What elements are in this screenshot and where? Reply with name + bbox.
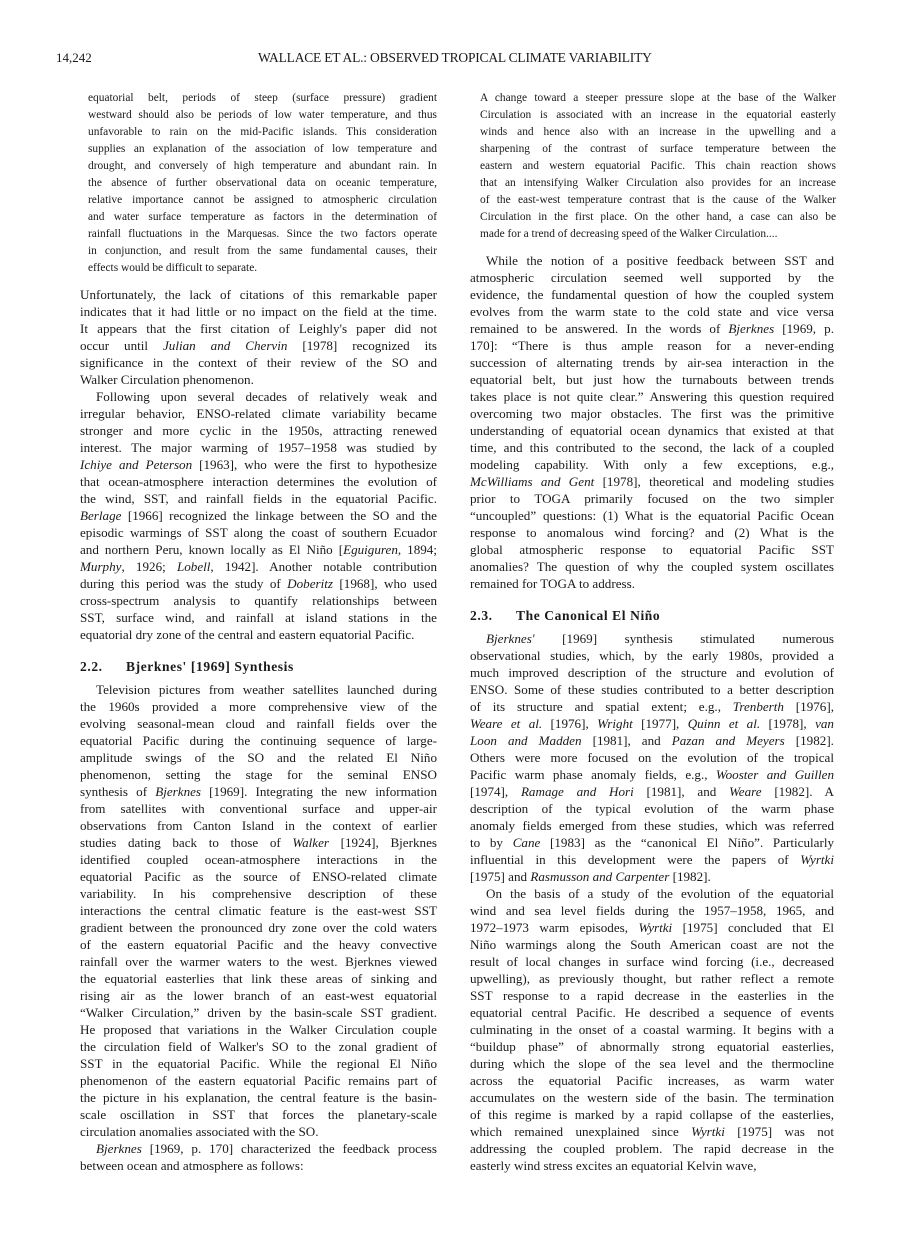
text-line: eastern and western equatorial Pacific. This chain reaction shows bbox=[480, 160, 836, 172]
citation-author: Weare bbox=[729, 784, 762, 799]
text-line: Walker Circulation phenomenon. bbox=[80, 372, 254, 387]
text-line: 1972–1973 warm episodes, Wyrtki [1975] concluded that El bbox=[470, 920, 834, 935]
paragraph-1950s bbox=[80, 388, 437, 643]
text-line: easterly wind stress excites an equatorial Kelvin wave, bbox=[470, 1158, 757, 1173]
text-line: stronger and more cyclic in the 1950s, attracting renewed bbox=[80, 423, 437, 438]
citation-author: Wyrtki bbox=[691, 1124, 725, 1139]
text-line: equatorial Pacific during the continuing sequence of large- bbox=[80, 733, 437, 748]
left-column bbox=[80, 90, 437, 1174]
text-line: “buildup phase” of abnormally strong equatorial easterlies, bbox=[470, 1039, 834, 1054]
citation-author: Pazan and Meyers bbox=[671, 733, 785, 748]
text-line: and northern Peru, known locally as El Niño [Eguiguren, 1894; bbox=[80, 542, 437, 557]
text-line: which remained unexplained since Wyrtki [1975] was not bbox=[470, 1124, 834, 1139]
text-line: phenomenon, setting the stage for the seminal ENSO bbox=[80, 767, 437, 782]
text-line: scale oscillation in SST that forces the planetary-scale bbox=[80, 1107, 437, 1122]
citation-author: Bjerknes' bbox=[486, 631, 535, 646]
text-line: evolving seasonal-mean cloud and rainfall fields over the bbox=[80, 716, 437, 731]
text-line: the 1960s provided a more comprehensive view of the bbox=[80, 699, 437, 714]
citation-author: Murphy bbox=[80, 559, 122, 574]
text-line: SST in the equatorial Pacific. While the regional El Niño bbox=[80, 1056, 437, 1071]
text-line: Bjerknes [1969, p. 170] characterized the feedback process bbox=[96, 1141, 437, 1156]
text-line: On the basis of a study of the evolution of the equatorial bbox=[486, 886, 834, 901]
text-line: across the equatorial Pacific increases, as warm water bbox=[470, 1073, 834, 1088]
text-line: circulation anomalies associated with the SO. bbox=[80, 1124, 319, 1139]
section-number: 2.3. bbox=[470, 608, 493, 623]
text-line: global atmospheric response to equatorial Pacific SST bbox=[470, 542, 834, 557]
text-line: equatorial central Pacific. He described a sequence of events bbox=[470, 1005, 834, 1020]
text-line: SST response to a rapid decrease in the easterlies in the bbox=[470, 988, 834, 1003]
text-line: Following upon several decades of relatively weak and bbox=[96, 389, 437, 404]
text-line: episodic warmings of SST along the coast of southern Ecuador bbox=[80, 525, 437, 540]
paragraph-positive-feedback bbox=[470, 252, 834, 592]
text-line: variability. In his comprehensive description of these bbox=[80, 886, 437, 901]
text-line: Television pictures from weather satellites launched during bbox=[96, 682, 437, 697]
text-line: Loon and Madden [1981], and Pazan and Meyers [1982]. bbox=[470, 733, 834, 748]
text-line: accumulates on the western side of the basin. The termination bbox=[470, 1090, 834, 1105]
text-line: result of local changes in surface wind forcing (i.e., decreased bbox=[470, 954, 834, 969]
text-line: influential in this development were the papers of Wyrtki bbox=[470, 852, 834, 867]
text-line: unfavorable to rain on the mid-Pacific islands. This consideration bbox=[88, 126, 437, 138]
text-line: anomaly fields emerged from these studies, which was referred bbox=[470, 818, 834, 833]
text-line: culminating in the onset of a coastal warming. It begins with a bbox=[470, 1022, 834, 1037]
text-line: SST, surface wind, and rainfall at island stations in the bbox=[80, 610, 437, 625]
text-line: equatorial Pacific as the source of ENSO-related climate bbox=[80, 869, 437, 884]
text-line: overcoming two major obstacles. The first was the primitive bbox=[470, 406, 834, 421]
text-line: made for a trend of decreasing speed of the Walker Circulation.... bbox=[480, 228, 778, 240]
text-line: supplies an explanation of the association of low temperature and bbox=[88, 143, 437, 155]
citation-author: Wright bbox=[597, 716, 633, 731]
citation-author: Doberitz bbox=[287, 576, 333, 591]
text-line: Pacific warm phase anomaly fields, e.g., Wooster and Guillen bbox=[470, 767, 835, 782]
text-line: occur until Julian and Chervin [1978] recognized its bbox=[80, 338, 437, 353]
text-line: during this period was the study of Doberitz [1968], who used bbox=[80, 576, 438, 591]
text-line: phenomenon of the eastern equatorial Pacific remains part of bbox=[80, 1073, 437, 1088]
paragraph-satellites bbox=[80, 681, 437, 1140]
block-quote-leighly bbox=[88, 90, 437, 277]
text-line: It appears that the first citation of Leighly's paper did not bbox=[80, 321, 437, 336]
citation-author: Wyrtki bbox=[800, 852, 834, 867]
citation-author: Berlage bbox=[80, 508, 122, 523]
text-line: equatorial dry zone of the central and eastern equatorial Pacific. bbox=[80, 627, 415, 642]
section-title: Bjerknes' [1969] Synthesis bbox=[126, 659, 294, 674]
citation-author: Bjerknes bbox=[728, 321, 775, 336]
citation-author: Wooster and Guillen bbox=[715, 767, 835, 782]
citation-author: Eguiguren bbox=[343, 542, 398, 557]
citation-author: Julian and Chervin bbox=[162, 338, 288, 353]
text-line: takes place is not quite clear.” Answering this question required bbox=[470, 389, 834, 404]
text-line: [1975] and Rasmusson and Carpenter [1982]. bbox=[470, 869, 711, 884]
section-heading-2-2 bbox=[80, 657, 437, 677]
text-line: interest. The major warming of 1957–1958 was studied by bbox=[80, 440, 437, 455]
text-line: “Walker Circulation,” driven by the basin-scale SST gradient. bbox=[80, 1005, 437, 1020]
text-line: the wind, SST, and rainfall fields in the equatorial Pacific. bbox=[80, 491, 437, 506]
text-line: rising air as the lower branch of an east-west equatorial bbox=[80, 988, 437, 1003]
text-line: description of the typical evolution of the warm phase bbox=[470, 801, 834, 816]
text-line: the circulation field of Walker's SO to the zonal gradient of bbox=[80, 1039, 437, 1054]
text-line: equatorial belt, but just how the turnabouts between trends bbox=[470, 372, 834, 387]
text-line: the picture in his explanation, the central feature is the basin- bbox=[80, 1090, 437, 1105]
text-line: that ocean-atmosphere interaction determines the evolution of bbox=[80, 474, 437, 489]
text-line: the absence of further observational data on oceanic temperature, bbox=[88, 177, 437, 189]
section-number: 2.2. bbox=[80, 659, 103, 674]
text-line: rainfall over the warmer waters to the west. Bjerknes viewed bbox=[80, 954, 437, 969]
citation-author: Bjerknes bbox=[96, 1141, 142, 1156]
citation-author: Quinn et al. bbox=[687, 716, 761, 731]
text-line: the equatorial easterlies that link these areas of sinking and bbox=[80, 971, 437, 986]
text-line: indicates that it had little or no impact on the field at the time. bbox=[80, 304, 437, 319]
text-line: equatorial belt, periods of steep (surface pressure) gradient bbox=[88, 92, 437, 104]
citation-author: Ramage and Hori bbox=[520, 784, 634, 799]
block-quote-bjerknes bbox=[480, 90, 836, 243]
text-line: irregular behavior, ENSO-related climate variability became bbox=[80, 406, 437, 421]
text-line: and water surface temperature as factors in the determination of bbox=[88, 211, 437, 223]
citation-author: McWilliams and Gent bbox=[470, 474, 595, 489]
text-line: between ocean and atmosphere as follows: bbox=[80, 1158, 304, 1173]
text-line: Bjerknes' [1969] synthesis stimulated numerous bbox=[486, 631, 834, 646]
text-line: cross-spectrum analysis to quantify relationships between bbox=[80, 593, 437, 608]
text-line: ENSO. Some of these studies contributed to a better description bbox=[470, 682, 834, 697]
text-line: Others were more focused on the evolution of the tropical bbox=[470, 750, 834, 765]
paragraph-observational-studies bbox=[470, 630, 834, 885]
text-line: anomalies? The question of why the coupled system oscillates bbox=[470, 559, 834, 574]
citation-author: Ichiye and Peterson bbox=[80, 457, 193, 472]
text-line: succession of alternating trends by air-sea interaction in the bbox=[470, 355, 834, 370]
text-line: observations from Canton Island in the context of earlier bbox=[80, 818, 437, 833]
citation-author: Rasmusson and Carpenter bbox=[530, 869, 670, 884]
text-line: “uncoupled” questions: (1) What is the equatorial Pacific Ocean bbox=[470, 508, 834, 523]
text-line: A change toward a steeper pressure slope at the base of the Walker bbox=[480, 92, 836, 104]
text-line: observational studies, which, by the early 1980s, provided a bbox=[470, 648, 834, 663]
text-line: in conjunction, and result from the same fundamental causes, their bbox=[88, 245, 437, 257]
citation-author: Loon and Madden bbox=[470, 733, 582, 748]
text-line: wind and sea level fields during the 1957–1958, 1965, and bbox=[470, 903, 834, 918]
paragraph-feedback-intro bbox=[80, 1140, 437, 1174]
section-title: The Canonical El Niño bbox=[516, 608, 661, 623]
text-line: significance in the context of their review of the SO and bbox=[80, 355, 437, 370]
text-line: during which the slope of the sea level and the thermocline bbox=[470, 1056, 834, 1071]
text-line: He proposed that variations in the Walker Circulation couple bbox=[80, 1022, 437, 1037]
citation-author: Bjerknes bbox=[155, 784, 202, 799]
citation-author: Lobell bbox=[176, 559, 211, 574]
text-line: While the notion of a positive feedback between SST and bbox=[486, 253, 834, 268]
text-line: studies dating back to those of Walker [1924], Bjerknes bbox=[80, 835, 437, 850]
paragraph-wyrtki bbox=[470, 885, 834, 1174]
text-line: Circulation is associated with an increase in the equatorial easterly bbox=[480, 109, 836, 121]
text-line: Berlage [1966] recognized the linkage between the SO and the bbox=[80, 508, 437, 523]
citation-author: Wyrtki bbox=[638, 920, 673, 935]
text-line: that an intensifying Walker Circulation also provides for an increase bbox=[480, 177, 836, 189]
section-heading-2-3 bbox=[470, 606, 834, 626]
text-line: Murphy, 1926; Lobell, 1942]. Another notable contribution bbox=[80, 559, 437, 574]
text-line: effects would be difficult to separate. bbox=[88, 262, 258, 274]
text-line: to by Cane [1983] as the “canonical El Niño”. Particularly bbox=[470, 835, 834, 850]
text-line: relative importance cannot be assigned to atmospheric circulation bbox=[88, 194, 437, 206]
text-line: McWilliams and Gent [1978], theoretical and modeling studies bbox=[470, 474, 834, 489]
page-number: 14,242 bbox=[56, 50, 92, 65]
text-line: of the east-west temperature contrast that is the cause of the Walker bbox=[480, 194, 836, 206]
text-line: remained to be answered. In the words of Bjerknes [1969, p. bbox=[470, 321, 834, 336]
text-line: from satellites with conventional surface and upper-air bbox=[80, 801, 437, 816]
text-line: sharpening of the contrast of surface temperature between the bbox=[480, 143, 836, 155]
text-line: rainfall fluctuations in the Marquesas. Since the two factors operate bbox=[88, 228, 437, 240]
text-line: addressing the coupled problem. The rapid decrease in the bbox=[470, 1141, 834, 1156]
text-line: response to anomalous wind forcing? and (2) What is the bbox=[470, 525, 834, 540]
text-line: of the eastern equatorial Pacific and the heavy convective bbox=[80, 937, 437, 952]
text-line: evolves from the warm state to the cold state and vice versa bbox=[470, 304, 834, 319]
right-column bbox=[470, 90, 834, 1174]
text-line: Ichiye and Peterson [1963], who were the first to hypothesize bbox=[80, 457, 437, 472]
text-line: Circulation in the first place. On the other hand, a case can also be bbox=[480, 211, 836, 223]
citation-author: Trenberth bbox=[732, 699, 784, 714]
paragraph-citations bbox=[80, 286, 437, 388]
text-line: winds and hence also with an increase in the upwelling and a bbox=[480, 126, 836, 138]
text-line: much improved description of the structure and evolution of bbox=[470, 665, 834, 680]
text-line: interactions the central climatic feature is the east-west SST bbox=[80, 903, 437, 918]
text-line: of this regime is marked by a rapid collapse of the easterlies, bbox=[470, 1107, 834, 1122]
text-line: [1974], Ramage and Hori [1981], and Weare [1982]. A bbox=[470, 784, 834, 799]
text-line: Niño warmings along the South American coast are not the bbox=[470, 937, 834, 952]
text-line: remained for TOGA to address. bbox=[470, 576, 635, 591]
text-line: synthesis of Bjerknes [1969]. Integrating the new information bbox=[80, 784, 438, 799]
citation-author: Cane bbox=[512, 835, 541, 850]
text-line: gradient between the pronounced dry zone over the cold waters bbox=[80, 920, 437, 935]
text-line: westward should also be periods of low water temperature, and thus bbox=[88, 109, 437, 121]
text-line: drought, and conversely of high temperature and abundant rain. In bbox=[88, 160, 437, 172]
citation-author: Weare et al. bbox=[470, 716, 543, 731]
citation-author: Walker bbox=[292, 835, 329, 850]
running-title: WALLACE ET AL.: OBSERVED TROPICAL CLIMATE VARIABILITY bbox=[258, 50, 652, 65]
text-line: of its structure and spatial extent; e.g., Trenberth [1976], bbox=[470, 699, 834, 714]
text-line: time, and this contributed to the second, the lack of a coupled bbox=[470, 440, 834, 455]
text-line: upwelling), as previously thought, but rather reflect a remote bbox=[470, 971, 834, 986]
text-line: atmospheric circulation seemed well supported by the bbox=[470, 270, 834, 285]
text-line: Unfortunately, the lack of citations of this remarkable paper bbox=[80, 287, 437, 302]
text-line: prior to TOGA primarily focused on the two simpler bbox=[470, 491, 834, 506]
text-line: 170]: “There is thus ample reason for a never-ending bbox=[470, 338, 834, 353]
text-line: identified coupled ocean-atmosphere interactions in the bbox=[80, 852, 437, 867]
page-header bbox=[56, 50, 899, 70]
text-line: Weare et al. [1976], Wright [1977], Quinn et al. [1978], van bbox=[470, 716, 834, 731]
text-line: modeling capability. With only a few exceptions, e.g., bbox=[470, 457, 834, 472]
text-line: amplitude swings of the SO and the related El Niño bbox=[80, 750, 437, 765]
text-line: evidence, the fundamental question of how the coupled system bbox=[470, 287, 834, 302]
citation-author: van bbox=[815, 716, 834, 731]
text-line: understanding of equatorial ocean dynamics that existed at that bbox=[470, 423, 834, 438]
